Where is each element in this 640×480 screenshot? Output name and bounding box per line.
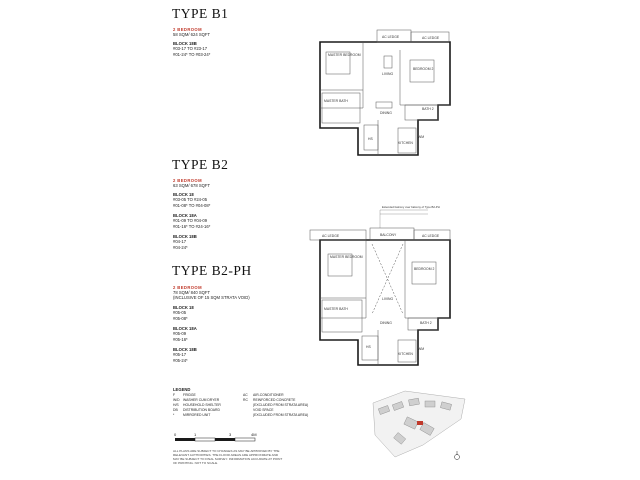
legend-key: AC	[243, 393, 248, 397]
disclaimer-note: ALL PLANS ARE SUBJECT TO CHANGES AS MAY BE APPROVED BY THE RELEVANT AUTHORITIES. THE FLOOR AREAS ARE APPROXIMATE AND MAY BE SUBJECT TO FINAL SURVEY. INFORMATION ACCURATE AT POINT OF PRINTING. NOT TO SCALE.	[173, 449, 283, 465]
plan-label: WM	[418, 135, 425, 139]
block-unit-range: #01-08* TO #04-08*	[173, 203, 211, 208]
block-unit-range: #01-24* TO #03-24*	[173, 52, 211, 57]
plan-label: HS	[368, 137, 373, 141]
plan-label: HS	[366, 345, 371, 349]
plan-label: LIVING	[382, 72, 394, 76]
unit-area-b1: 58 SQM/ 624 SQFT	[173, 32, 211, 37]
plan-label: KITCHEN	[398, 352, 413, 356]
plan-label: DINING	[380, 111, 392, 115]
plan-label: KITCHEN	[398, 141, 413, 145]
legend-label: DISTRIBUTION BOARD	[183, 408, 220, 412]
block-name: BLOCK 18B	[173, 347, 197, 352]
block-name: BLOCK 18	[173, 305, 194, 310]
unit-area-note-b2ph: (INCLUSIVE OF 15 SQM STRATA VOID)	[173, 295, 250, 300]
plan-label: BATH 2	[420, 321, 432, 325]
plan-label: BEDROOM 2	[413, 67, 434, 71]
legend-heading: LEGEND	[173, 387, 191, 392]
floor-plan-b2	[300, 200, 460, 370]
block-name: BLOCK 18B	[173, 234, 197, 239]
legend-key: DB	[173, 408, 178, 412]
plan-label: MASTER BEDROOM	[328, 53, 361, 57]
unit-title-b2ph: TYPE B2-PH	[172, 263, 252, 278]
block-unit-range: #01-09 TO #04-09	[173, 218, 208, 223]
unit-area-b2ph: 78 SQM/ 840 SQFT	[173, 290, 211, 295]
plan-label: BATH 2	[422, 107, 434, 111]
block-unit-range: #04-24*	[173, 245, 188, 250]
legend-key: F	[173, 393, 176, 397]
legend-label: VOID SPACE	[253, 408, 274, 412]
block-unit-range: #01-16* TO #24-16*	[173, 224, 211, 229]
block-unit-range: #05-17	[173, 352, 187, 357]
scale-bar	[173, 430, 273, 446]
block-unit-range: #03-17 TO #23-17	[173, 46, 208, 51]
legend-key	[243, 403, 253, 407]
unit-bedrooms-b2ph: 2 BEDROOM	[173, 285, 202, 290]
plan-label: BALCONY	[380, 233, 397, 237]
legend-key	[243, 408, 253, 412]
plan-partitions	[320, 30, 450, 155]
block-name: BLOCK 18B	[173, 41, 197, 46]
plan-label: AC LEDGE	[422, 234, 440, 238]
block-unit-range: #05-16*	[173, 337, 188, 342]
block-unit-range: #05-08*	[173, 316, 188, 321]
legend-label: (EXCLUDED FROM STRATA AREA)	[253, 403, 309, 407]
legend-label: MIRRORED UNIT	[183, 413, 211, 417]
legend-label: HOUSEHOLD SHELTER	[183, 403, 221, 407]
plan-note: Extended balcony over balcony of Type B2-PH	[382, 205, 440, 209]
unit-title-b1: TYPE B1	[172, 6, 229, 21]
block-name: BLOCK 18A	[173, 326, 197, 331]
unit-area-b2: 63 SQM/ 678 SQFT	[173, 183, 211, 188]
plan-label: MASTER BATH	[324, 99, 348, 103]
scale-tick: 1	[194, 432, 197, 437]
plan-label: AC LEDGE	[382, 35, 400, 39]
plan-label: MASTER BATH	[324, 307, 348, 311]
unit-bedrooms-b2: 2 BEDROOM	[173, 178, 202, 183]
block-name: BLOCK 18	[173, 192, 194, 197]
unit-title-b2: TYPE B2	[172, 157, 229, 172]
block-unit-range: #05-09	[173, 331, 187, 336]
scale-tick: 3	[229, 432, 232, 437]
legend-table	[173, 393, 313, 417]
plan-label: MASTER BEDROOM	[330, 255, 363, 259]
legend-label: AIR-CONDITIONER	[253, 393, 284, 397]
plan-label: BEDROOM 2	[414, 267, 435, 271]
plan-label: LIVING	[382, 297, 394, 301]
legend-label: REINFORCED CONCRETE	[253, 398, 296, 402]
legend-label: WASHER CUM DRYER	[183, 398, 220, 402]
block-unit-range: #03-05 TO #24-05	[173, 197, 208, 202]
legend-key: W/D	[173, 398, 180, 402]
legend-key: RC	[243, 398, 248, 402]
legend-key: *	[173, 413, 175, 417]
plan-label: DINING	[380, 321, 392, 325]
key-site-plan	[365, 385, 470, 465]
plan-label: AC LEDGE	[422, 36, 440, 40]
block-unit-range: #05-24*	[173, 358, 188, 363]
scale-tick: 4M	[251, 432, 257, 437]
block-unit-range: #05-05	[173, 310, 187, 315]
legend-label: (EXCLUDED FROM STRATA AREA)	[253, 413, 309, 417]
legend-label: FRIDGE	[183, 393, 196, 397]
scale-tick: 0	[174, 432, 177, 437]
highlighted-unit-marker	[417, 421, 423, 425]
plan-label: AC LEDGE	[322, 234, 340, 238]
floor-plan-b1	[300, 20, 460, 160]
block-unit-range: #04-17	[173, 239, 187, 244]
block-name: BLOCK 18A	[173, 213, 197, 218]
legend-key: H/S	[173, 403, 179, 407]
north-arrow-icon	[455, 455, 460, 460]
plan-label: WM	[418, 347, 425, 351]
unit-bedrooms-b1: 2 BEDROOM	[173, 27, 202, 32]
legend-key	[243, 413, 253, 417]
